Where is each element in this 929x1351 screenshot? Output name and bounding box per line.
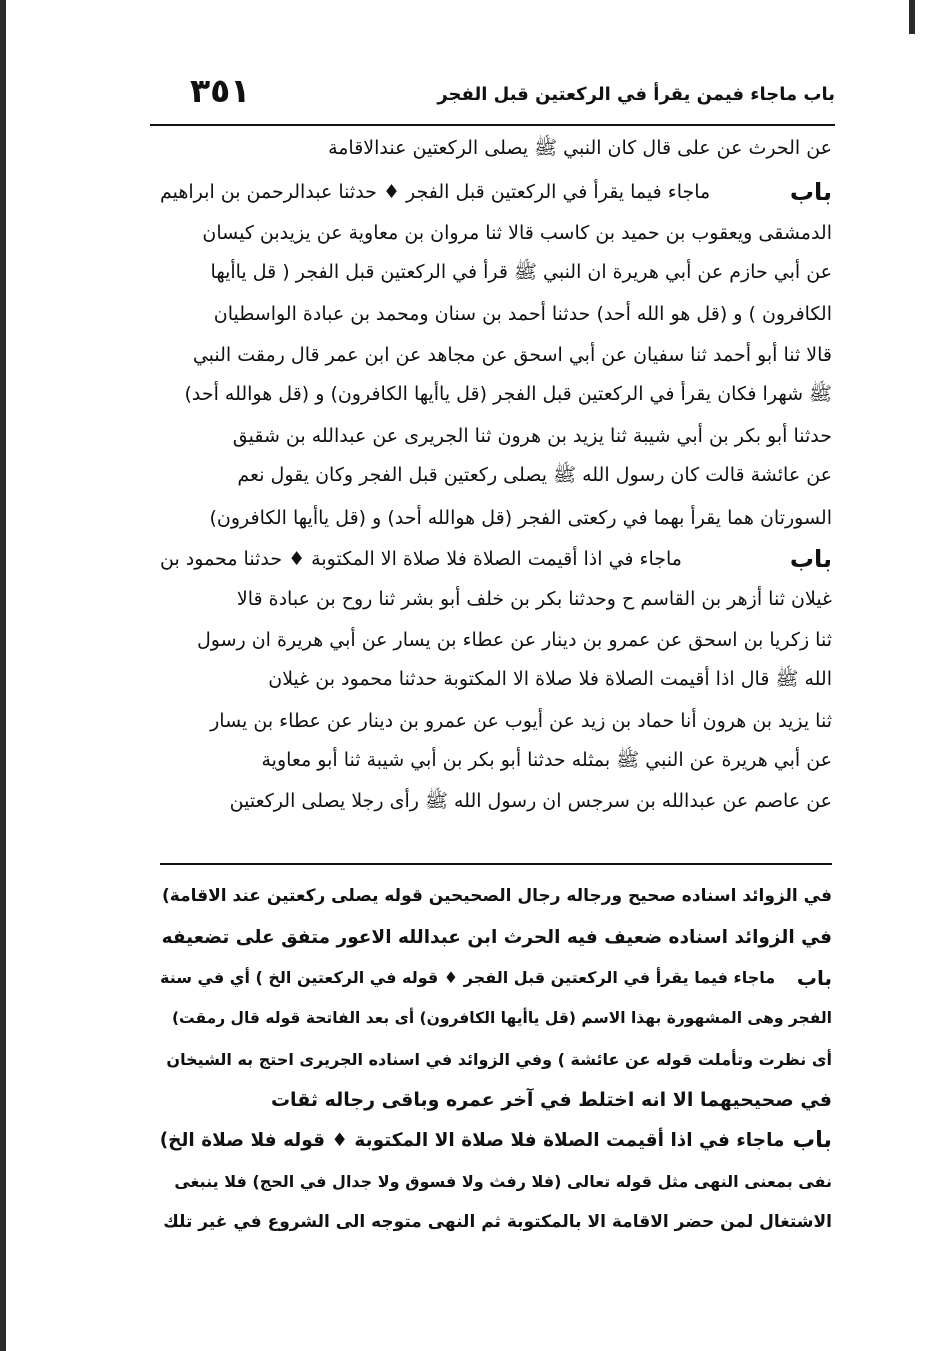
chapter-title: باب ماجاء فيمن يقرأ في الركعتين قبل الفجر <box>437 84 835 105</box>
text-line <box>160 375 832 416</box>
line-text: عن أبي هريرة عن النبي ﷺ بمثله حدثنا أبو بكر بن أبي شيبة ثنا أبو معاوية <box>261 748 832 771</box>
hadith-text <box>160 128 832 861</box>
text-line <box>160 538 832 579</box>
text-line <box>160 213 832 254</box>
line-text: الدمشقى ويعقوب بن حميد بن كاسب قالا ثنا مروان بن معاوية عن يزيدبن كيسان <box>202 222 832 245</box>
text-line <box>160 416 832 457</box>
scan-edge-top <box>909 0 915 34</box>
text-line <box>160 294 832 335</box>
line-text: الفجر وهى المشهورة بهذا الاسم (قل ياأيها الكافرون) أى بعد الفاتحة قوله قال رمقت) <box>171 1009 832 1028</box>
footnote-line <box>160 917 832 958</box>
line-text: ﷺ شهرا فكان يقرأ في الركعتين قبل الفجر (قل ياأيها الكافرون) و (قل هوالله أحد) <box>184 382 832 405</box>
line-text: غيلان ثنا أزهر بن القاسم ح وحدثنا بكر بن خلف أبو بشر ثنا روح بن عبادة قالا <box>236 588 832 611</box>
line-text: ماجاء فيما يقرأ في الركعتين قبل الفجر ♦ قوله في الركعتين الخ ) أي في سنة <box>160 968 776 988</box>
text-line <box>160 128 832 172</box>
line-text: ماجاء في اذا أقيمت الصلاة فلا صلاة الا المكتوبة ♦ قوله فلا صلاة الخ) <box>160 1129 785 1151</box>
line-text: نفى بمعنى النهى مثل قوله تعالى (فلا رفث ولا فسوق ولا جدال في الحج) فلا ينبغى <box>174 1171 832 1191</box>
line-text: حدثنا أبو بكر بن أبي شيبة ثنا يزيد بن هرون ثنا الجريرى عن عبدالله بن شقيق <box>232 425 832 448</box>
footnote-line <box>160 1079 832 1120</box>
section-marker: باب <box>796 965 832 990</box>
text-line <box>160 253 832 294</box>
text-line <box>160 620 832 661</box>
line-text: أى نظرت وتأملت قوله عن عائشة ) وفي الزوائد في اسناده الجريرى احتج به الشيخان <box>166 1049 832 1069</box>
section-marker: باب <box>789 544 832 573</box>
text-line <box>160 579 832 620</box>
line-text: في الزوائد اسناده صحيح ورجاله رجال الصحيحين قوله يصلى ركعتين عند الاقامة) <box>162 886 832 907</box>
line-text: عن عاصم عن عبدالله بن سرجس ان رسول الله ﷺ رأى رجلا يصلى الركعتين <box>229 789 832 812</box>
text-line <box>160 172 832 213</box>
text-line <box>160 782 832 823</box>
footnote-line <box>160 1120 832 1161</box>
line-text: السورتان هما يقرأ بهما في ركعتى الفجر (قل هوالله أحد) و (قل ياأيها الكافرون) <box>209 506 832 529</box>
section-marker: باب <box>792 1127 832 1154</box>
text-line <box>160 457 832 498</box>
text-line <box>160 701 832 742</box>
footnote-line <box>160 957 832 998</box>
line-text: الله ﷺ قال اذا أقيمت الصلاة فلا صلاة الا المكتوبة حدثنا محمود بن غيلان <box>268 667 832 690</box>
line-text: في صحيحيهما الا انه اختلط في آخر عمره وباقى رجاله ثقات <box>270 1088 832 1111</box>
footnote-line <box>160 876 832 917</box>
footnote-divider <box>160 863 832 865</box>
scan-edge-left <box>0 0 6 1351</box>
line-text: في الزوائد اسناده ضعيف فيه الحرث ابن عبدالله الاعور متفق على تضعيفه <box>161 926 832 948</box>
footnote-line <box>160 1161 832 1202</box>
line-text: ثنا يزيد بن هرون أنا حماد بن زيد عن أيوب عن عمرو بن دينار عن عطاء بن يسار <box>210 710 832 733</box>
footnote-line <box>160 1202 832 1243</box>
line-text: ماجاء في اذا أقيمت الصلاة فلا صلاة الا المكتوبة ♦ حدثنا محمود بن <box>160 547 682 570</box>
text-line <box>160 660 832 701</box>
running-header <box>150 62 835 126</box>
line-text: عن أبي حازم عن أبي هريرة ان النبي ﷺ قرأ في الركعتين قبل الفجر ( قل ياأيها <box>210 260 832 283</box>
line-text: قالا ثنا أبو أحمد ثنا سفيان عن أبي اسحق عن مجاهد عن ابن عمر قال رمقت النبي <box>192 344 832 367</box>
line-text: الاشتغال لمن حضر الاقامة الا بالمكتوبة ثم النهى متوجه الى الشروع في غير تلك <box>163 1211 832 1232</box>
page-number: ٣٥١ <box>190 71 251 110</box>
footnote-line <box>160 998 832 1039</box>
line-text: ثنا زكريا بن اسحق عن عمرو بن دينار عن عطاء بن يسار عن أبي هريرة ان رسول <box>196 628 832 651</box>
line-text: ماجاء فيما يقرأ في الركعتين قبل الفجر ♦ حدثنا عبدالرحمن بن ابراهيم <box>160 181 711 204</box>
line-text: الكافرون ) و (قل هو الله أحد) حدثنا أحمد بن سنان ومحمد بن عبادة الواسطيان <box>213 303 832 326</box>
line-text: عن عائشة قالت كان رسول الله ﷺ يصلى ركعتين قبل الفجر وكان يقول نعم <box>237 464 832 487</box>
text-line <box>160 498 832 539</box>
line-text: عن الحرث عن على قال كان النبي ﷺ يصلى الركعتين عندالاقامة <box>328 137 832 159</box>
footnote-line <box>160 1039 832 1080</box>
section-marker: باب <box>789 178 832 207</box>
text-line <box>160 742 832 783</box>
footnotes <box>160 876 832 1266</box>
text-line <box>160 335 832 376</box>
